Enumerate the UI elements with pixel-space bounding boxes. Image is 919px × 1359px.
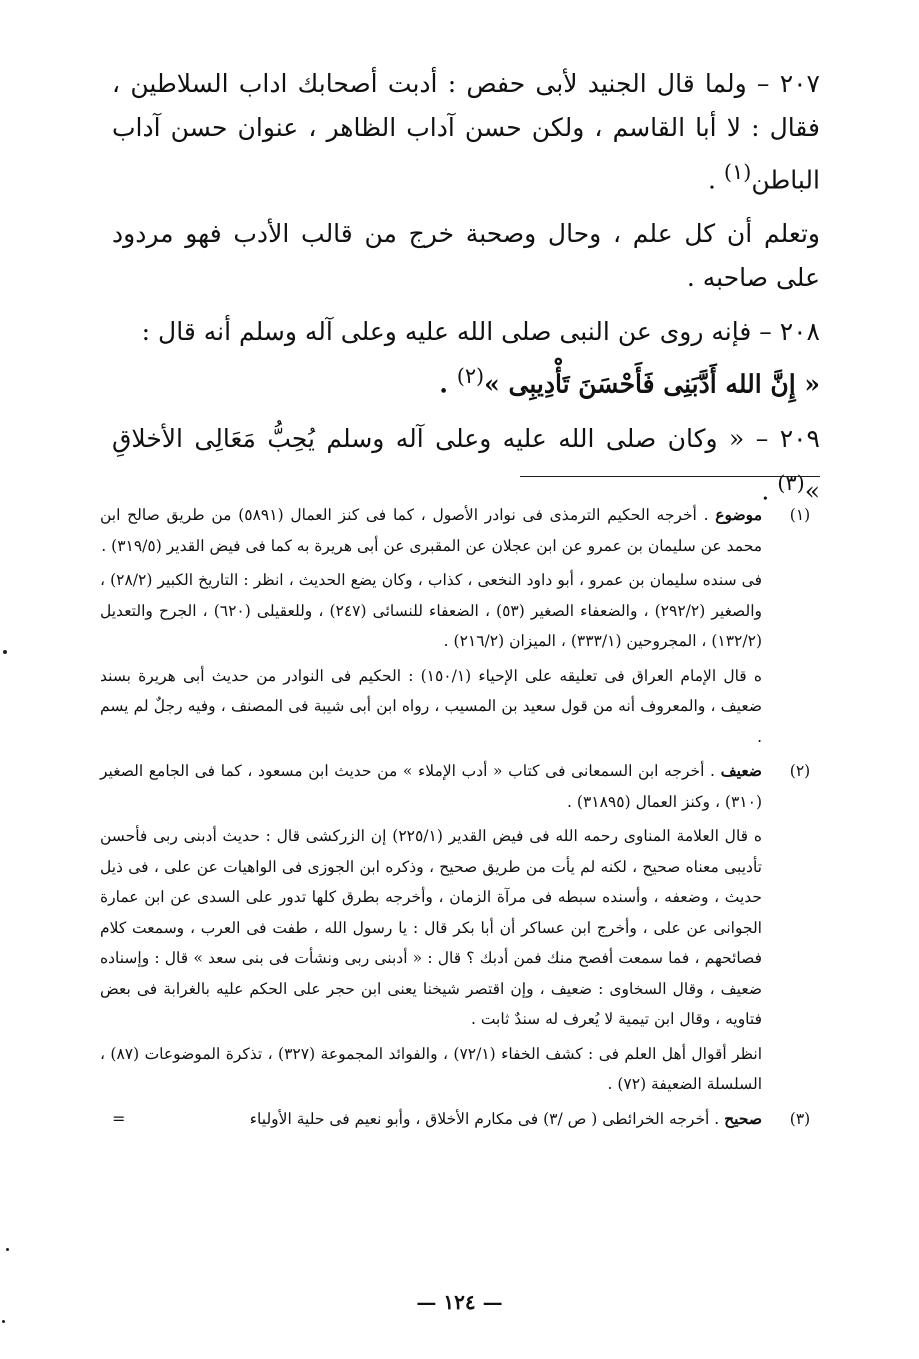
scan-speck xyxy=(3,650,7,654)
paragraph-207: ٢٠٧ – ولما قال الجنيد لأبى حفص : أدبت أصحابك اداب السلاطين ، فقال : لا أبا القاسم ، ولكن حسن آداب الظاهر ، عنوان حسن آداب الباطن$^{(١)}$ . xyxy=(112,69,820,195)
grade-label: صحيح xyxy=(724,1108,762,1128)
grade-label: موضوع xyxy=(715,505,762,524)
footnote-number: (٣) xyxy=(789,1109,811,1128)
footnote-line: ه قال الإمام العراق فى تعليقه على الإحياء (١٥٠/١) : الحكيم فى النوادر من حديث أبى هريرة بسند ضعيف ، والمعروف أنه من قول سعيد بن المسيب ، رواه ابن أبى شيبة فى المصنف ، وفيه رجلٌ لم يسم . xyxy=(100,666,763,746)
footnote-number: (١) xyxy=(789,506,811,524)
footnote-line: موضوع . أخرجه الحكيم الترمذى فى نوادر الأصول ، كما فى كنز العمال (٥٨٩١) من طريق صالح ابن محمد عن سليمان بن عمرو عن ابن عجلان عن المقبرى عن أبى هريرة به كما فى فيض القدير (٣١٩/٥) . xyxy=(100,505,762,555)
footnote-line: فى سنده سليمان بن عمرو ، أبو داود النخعى ، كذاب ، وكان يضع الحديث ، انظر : التاريخ الكبير (٢٨/٢) ، والصغير (٢٩٢/٢) ، والضعفاء الصغير (٥٣) ، الضعفاء للنسائى (٢٤٧) ، وللعقيلى (٦٢٠) ، الجرح والتعديل (١٣٢/٢) ، المجروحين (٣٣٣/١) ، الميزان (٢١٦/٢) . xyxy=(100,571,763,650)
main-text xyxy=(112,62,820,523)
hadith-quote: « إِنَّ الله أَدَّبَنِى فَأَحْسَنَ تَأْدِيبِى »$^{(٢)}$ . xyxy=(439,364,820,399)
footnote-number: (٢) xyxy=(789,762,811,780)
footnote-line: صحيح . أخرجه الخرائطى ( ص /٣) فى مكارم الأخلاق ، وأبو نعيم فى حلية الأولياء xyxy=(249,1108,762,1128)
scan-speck xyxy=(2,1320,5,1323)
footnotes xyxy=(100,500,820,1138)
paragraph-208: ٢٠٨ – فإنه روى عن النبى صلى الله عليه وعلى آله وسلم أنه قال : xyxy=(141,317,820,347)
footnote-ref[interactable]: (١) xyxy=(723,160,752,184)
footnote-3 xyxy=(100,1104,820,1135)
paragraph-adab: وتعلم أن كل علم ، وحال وصحبة خرج من قالب الأدب فهو مردود على صاحبه . xyxy=(112,219,820,293)
footnote-line: ضعيف . أخرجه ابن السمعانى فى كتاب « أدب الإملاء » من حديث ابن مسعود ، كما فى الجامع الصغير (٣١٠) ، وكنز العمال (٣١٨٩٥) . xyxy=(100,761,762,811)
scan-speck xyxy=(6,1248,9,1251)
footnote-ref[interactable]: (٣) xyxy=(777,470,805,495)
paragraph-209: ٢٠٩ – « وكان صلى الله عليه وعلى آله وسلم يُحِبُّ مَعَالِى الأخلاقِ »$^{(٣)}$ . xyxy=(112,423,820,505)
footnote-divider xyxy=(520,476,820,477)
footnote-line: ه قال العلامة المناوى رحمه الله فى فيض القدير (٢٢٥/١) إن الزركشى قال : حديث أدبنى ربى فأحسن تأديبى معناه صحيح ، لكنه لم يأت من طريق صحيح ، وذكره ابن الجوزى فى الواهيات عن على ، فى ذيل حديث ، وضعفه ، وأسنده سبطه فى مرآة الزمان ، وأخرجه بطرق كلها تدور على السدى عن ابن عمارة الجوانى عن على ، وأخرج ابن عساكر أن أبا بكر قال : يا رسول الله ، طفت فى العرب ، وسمعت كلام فصائحهم ، فما سمعت أفصح منك فمن أدبك ؟ قال : « أدبنى ربى ونشأت فى بنى سعد » قال : وإسناده ضعيف ، وقال السخاوى : ضعيف ، وإن اقتصر شيخنا يعنى ابن حجر على الحكم عليه بالغرابة فى بعض فتاويه ، وقال ابن تيمية لا يُعرف له سندٌ ثابت . xyxy=(100,827,762,1028)
continuation-mark: = xyxy=(112,1108,126,1128)
grade-label: ضعيف xyxy=(720,761,762,780)
page-number: — ١٢٤ — xyxy=(416,1290,503,1314)
footnote-line: انظر أقوال أهل العلم فى : كشف الخفاء (٧٢/١) ، والفوائد المجموعة (٣٢٧) ، تذكرة الموضوعات (٨٧) ، السلسلة الضعيفة (٧٢) . xyxy=(100,1044,762,1093)
footnote-1 xyxy=(100,500,820,752)
footnote-ref[interactable]: (٢) xyxy=(456,364,485,389)
footnote-2 xyxy=(100,756,820,1100)
